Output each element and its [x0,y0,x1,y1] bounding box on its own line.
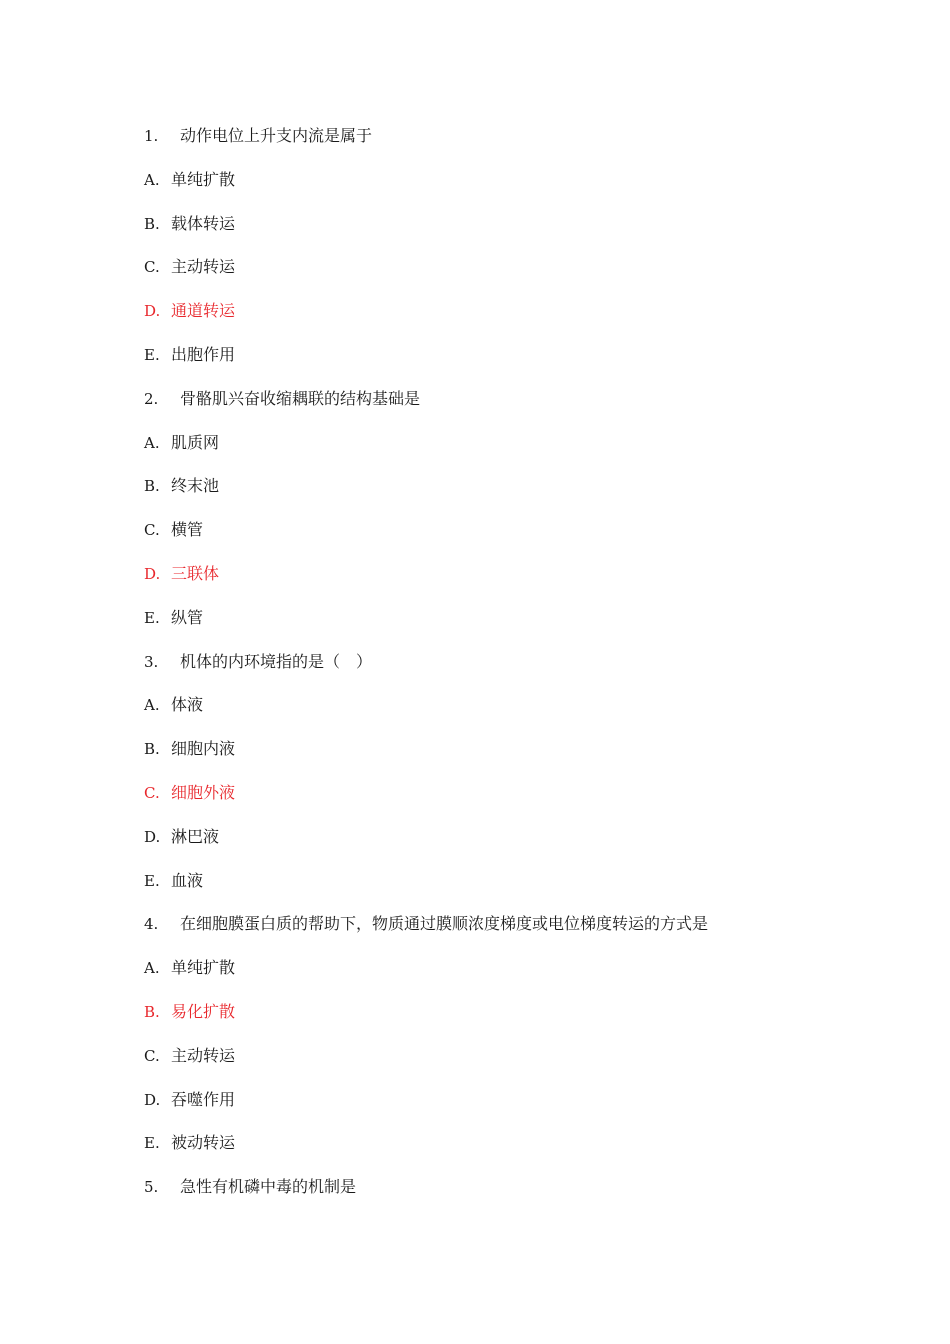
option-label: C. [144,258,160,277]
option-label: D. [144,827,161,846]
option-text: 淋巴液 [171,826,220,846]
question-stem [144,648,864,692]
option-text: 出胞作用 [171,344,236,364]
answer-option [144,954,864,998]
option-text: 主动转运 [171,257,236,277]
answer-option-correct [144,297,864,341]
option-text: 吞噬作用 [171,1089,236,1109]
question-text: 骨骼肌兴奋收缩耦联的结构基础是 [180,388,421,408]
option-label: D. [144,564,161,583]
answer-option [144,429,864,473]
answer-option [144,1086,864,1130]
option-text: 血液 [171,870,204,890]
option-label: A. [144,959,160,978]
option-text: 三联体 [171,563,220,583]
option-label: B. [144,740,160,759]
question-number: 3. [144,652,159,671]
option-text: 体液 [171,695,204,715]
answer-option-correct [144,779,864,823]
question-text: 急性有机磷中毒的机制是 [180,1177,357,1197]
option-label: E. [144,1134,160,1153]
option-label: E. [144,608,160,627]
answer-option [144,253,864,297]
answer-option [144,210,864,254]
option-text: 细胞外液 [171,782,236,802]
question-list [144,122,864,1217]
question-number: 2. [144,389,159,408]
option-label: D. [144,1090,161,1109]
option-label: A. [144,170,160,189]
option-label: C. [144,521,160,540]
option-text: 纵管 [171,607,204,627]
option-label: B. [144,214,160,233]
option-text: 肌质网 [171,432,220,452]
option-text: 横管 [171,520,204,540]
option-text: 细胞内液 [171,739,236,759]
answer-option-correct [144,998,864,1042]
answer-option [144,735,864,779]
answer-option [144,341,864,385]
answer-option [144,823,864,867]
answer-option [144,1042,864,1086]
question-text: 动作电位上升支内流是属于 [180,126,373,145]
option-label: E. [144,871,160,890]
option-text: 单纯扩散 [171,958,236,978]
option-label: B. [144,1002,160,1021]
option-text: 终末池 [171,476,220,496]
option-text: 被动转运 [171,1133,236,1153]
answer-option [144,1129,864,1173]
answer-option [144,472,864,516]
question-text: 在细胞膜蛋白质的帮助下，物质通过膜顺浓度梯度或电位梯度转运的方式是 [180,914,709,934]
option-text: 载体转运 [171,213,236,233]
answer-option [144,691,864,735]
answer-option [144,604,864,648]
question-number: 1. [144,127,159,145]
answer-option [144,516,864,560]
option-text: 易化扩散 [171,1001,236,1021]
question-text: 机体的内环境指的是（ ） [180,651,373,671]
option-label: B. [144,477,160,496]
option-label: C. [144,783,160,802]
option-label: A. [144,433,160,452]
question-stem [144,385,864,429]
option-text: 通道转运 [171,301,236,321]
question-stem [144,910,864,954]
answer-option-correct [144,560,864,604]
question-number: 4. [144,915,159,934]
option-label: D. [144,302,161,321]
question-number: 5. [144,1178,159,1197]
option-text: 主动转运 [171,1045,236,1065]
answer-option [144,166,864,210]
question-stem [144,1173,864,1217]
option-label: C. [144,1046,160,1065]
option-label: A. [144,696,160,715]
answer-option [144,867,864,911]
question-stem [144,122,864,166]
option-text: 单纯扩散 [171,169,236,189]
option-label: E. [144,345,160,364]
